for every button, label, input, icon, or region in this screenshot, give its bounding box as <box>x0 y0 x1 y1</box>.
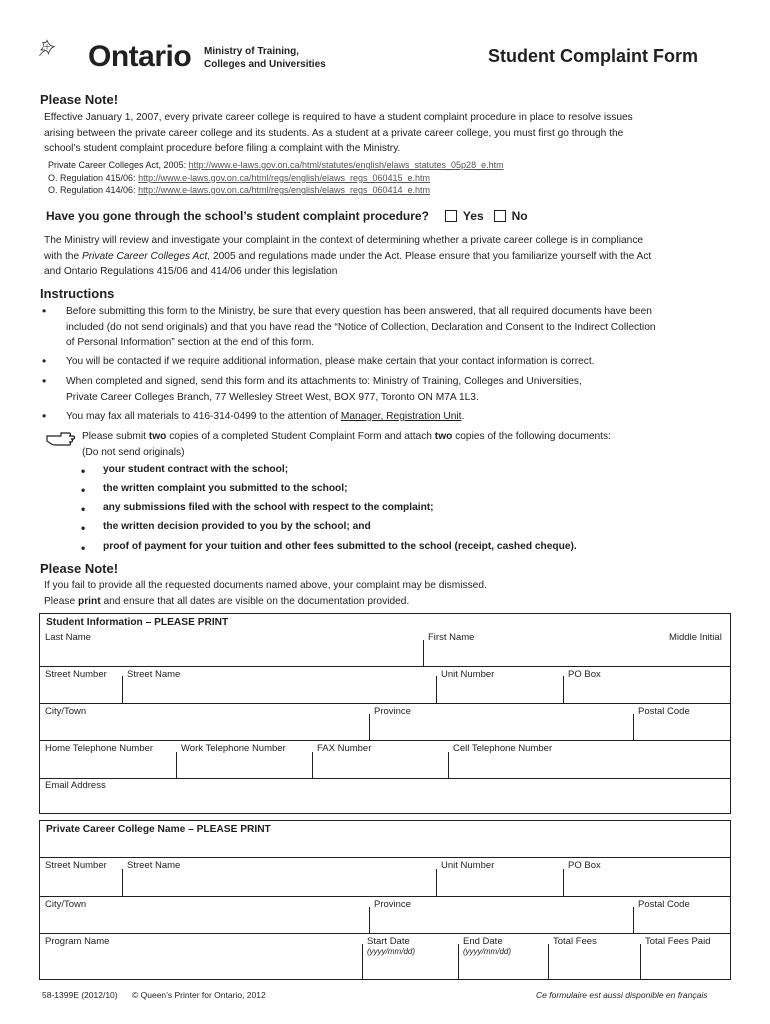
middle-initial-label: Middle Initial <box>669 632 722 643</box>
form-number: 58-1399E (2012/10) <box>42 990 118 1000</box>
no-label: No <box>511 209 528 223</box>
postal-code-label: Postal Code <box>638 706 690 717</box>
trillium-logo-icon <box>38 22 90 74</box>
doc-item-2: • the written complaint you submitted to the school; <box>81 483 348 497</box>
form-title: Student Complaint Form <box>488 46 698 66</box>
street-name-label: Street Name <box>127 669 181 680</box>
college-information-section <box>39 820 731 980</box>
start-date-label: Start Date <box>367 936 410 947</box>
street-number-label: Street Number <box>45 669 107 680</box>
ministry-name: Ministry of Training, Colleges and Universities <box>204 46 326 70</box>
legislation-links <box>48 159 504 197</box>
pointing-hand-icon <box>45 430 75 446</box>
doc-item-1: • your student contract with the school; <box>81 464 289 478</box>
yes-checkbox[interactable] <box>445 210 457 222</box>
last-name-label: Last Name <box>45 632 91 643</box>
college-postal-code-label: Postal Code <box>638 899 690 910</box>
reg-415-link[interactable]: http://www.e-laws.gov.on.ca/html/regs/english/elaws_regs_060415_e.htm <box>138 172 431 183</box>
instruction-item-3: • When completed and signed, send this form and its attachments to: Ministry of Training, Colleges and Universities, Private Career Colleges Branch, 77 Wellesley Street West, BOX 977, Toronto ON M7A 1L3. <box>42 374 582 403</box>
total-fees-paid-label: Total Fees Paid <box>645 936 711 947</box>
french-availability: Ce formulaire est aussi disponible en français <box>536 990 708 1000</box>
college-name-title: Private Career College Name – PLEASE PRINT <box>46 824 271 835</box>
ref-act: Private Career Colleges Act, 2005: http://www.e-laws.gov.on.ca/html/statutes/english/elaws_statutes_05p28_e.htm <box>48 160 504 170</box>
email-label: Email Address <box>45 780 106 791</box>
ministry-review-paragraph: The Ministry will review and investigate your complaint in the context of determining whether a private career college is in compliance with the Private Career Colleges Act, 2005 and regulations made under the Act. Please ensure that you familiarize yourself with the Act and Ontario Regulations 415/06 and 414/06 under this legislation <box>44 235 652 277</box>
college-street-name-label: Street Name <box>127 860 181 871</box>
college-name-field[interactable] <box>44 839 724 857</box>
registration-unit-link[interactable]: Manager, Registration Unit <box>340 411 462 422</box>
instructions-heading: Instructions <box>40 286 115 301</box>
no-checkbox[interactable] <box>494 210 506 222</box>
instruction-item-2: • You will be contacted if we require additional information, please make certain that your contact information is correct. <box>42 354 595 368</box>
copyright: © Queen’s Printer for Ontario, 2012 <box>132 990 266 1000</box>
fax-label: FAX Number <box>317 743 372 754</box>
work-phone-label: Work Telephone Number <box>181 743 286 754</box>
please-note-heading: Please Note! <box>40 92 119 107</box>
complaint-procedure-question: Have you gone through the school’s student complaint procedure? Yes No <box>46 209 528 223</box>
college-unit-number-label: Unit Number <box>441 860 495 871</box>
student-information-section <box>39 613 731 814</box>
first-name-label: First Name <box>428 632 475 643</box>
email-field[interactable] <box>44 792 724 812</box>
act-link[interactable]: http://www.e-laws.gov.on.ca/html/statutes/english/elaws_statutes_05p28_e.htm <box>188 160 504 170</box>
ref-reg-415: O. Regulation 415/06: http://www.e-laws.gov.on.ca/html/regs/english/elaws_regs_060415_e.htm <box>48 172 431 183</box>
instruction-item-1: • Before submitting this form to the Ministry, be sure that every question has been answered, that all required documents have been included (do not send originals) and that you have read the “Notice of Collection, Declaration and Consent to the Indirect Collection of Personal Information” section at the end of this form. <box>42 304 656 348</box>
doc-item-5: • proof of payment for your tuition and other fees submitted to the school (receipt, cashed cheque). <box>81 541 577 555</box>
doc-item-3: • any submissions filed with the school with respect to the complaint; <box>81 502 434 516</box>
last-name-field[interactable] <box>44 644 422 666</box>
end-date-label: End Date <box>463 936 503 947</box>
doc-item-4: • the written decision provided to you by the school; and <box>81 521 371 535</box>
ontario-wordmark: Ontario <box>88 40 192 73</box>
start-date-format: (yyyy/mm/dd) <box>367 947 415 956</box>
college-city-label: City/Town <box>45 899 87 910</box>
college-street-number-label: Street Number <box>45 860 107 871</box>
reg-414-link[interactable]: http://www.e-laws.gov.on.ca/html/regs/english/elaws_regs_060414_e.htm <box>138 185 431 195</box>
college-po-box-label: PO Box <box>568 860 601 871</box>
yes-label: Yes <box>462 209 484 223</box>
instruction-item-4: • You may fax all materials to 416-314-0499 to the attention of Manager, Registration Unit. <box>42 409 465 423</box>
form-header <box>0 0 770 90</box>
city-label: City/Town <box>45 706 87 717</box>
program-name-label: Program Name <box>45 936 110 947</box>
po-box-label: PO Box <box>568 669 601 680</box>
note-paragraph: Effective January 1, 2007, every private career college is required to have a student complaint procedure in place to resolve issues arising between the private career college and its students. As a student at a private career college, you must first go through the school’s student complaint procedure before filing a complaint with the Ministry. <box>44 112 633 154</box>
unit-number-label: Unit Number <box>441 669 495 680</box>
home-phone-label: Home Telephone Number <box>45 743 154 754</box>
student-info-title: Student Information – PLEASE PRINT <box>46 617 229 628</box>
cell-phone-label: Cell Telephone Number <box>453 743 553 754</box>
college-province-label: Province <box>374 899 411 910</box>
end-date-format: (yyyy/mm/dd) <box>463 947 511 956</box>
province-label: Province <box>374 706 411 717</box>
submit-copies-paragraph: Please submit two copies of a completed Student Complaint Form and attach two copies of the following documents: (Do not send originals) <box>82 431 611 458</box>
please-note-heading-2: Please Note! <box>40 561 119 576</box>
ref-reg-414: O. Regulation 414/06: http://www.e-laws.gov.on.ca/html/regs/english/elaws_regs_060414_e.htm <box>48 185 431 195</box>
total-fees-label: Total Fees <box>553 936 597 947</box>
note2-paragraph: If you fail to provide all the requested documents named above, your complaint may be dismissed. Please print and ensure that all dates are visible on the documentation provided. <box>44 580 487 607</box>
